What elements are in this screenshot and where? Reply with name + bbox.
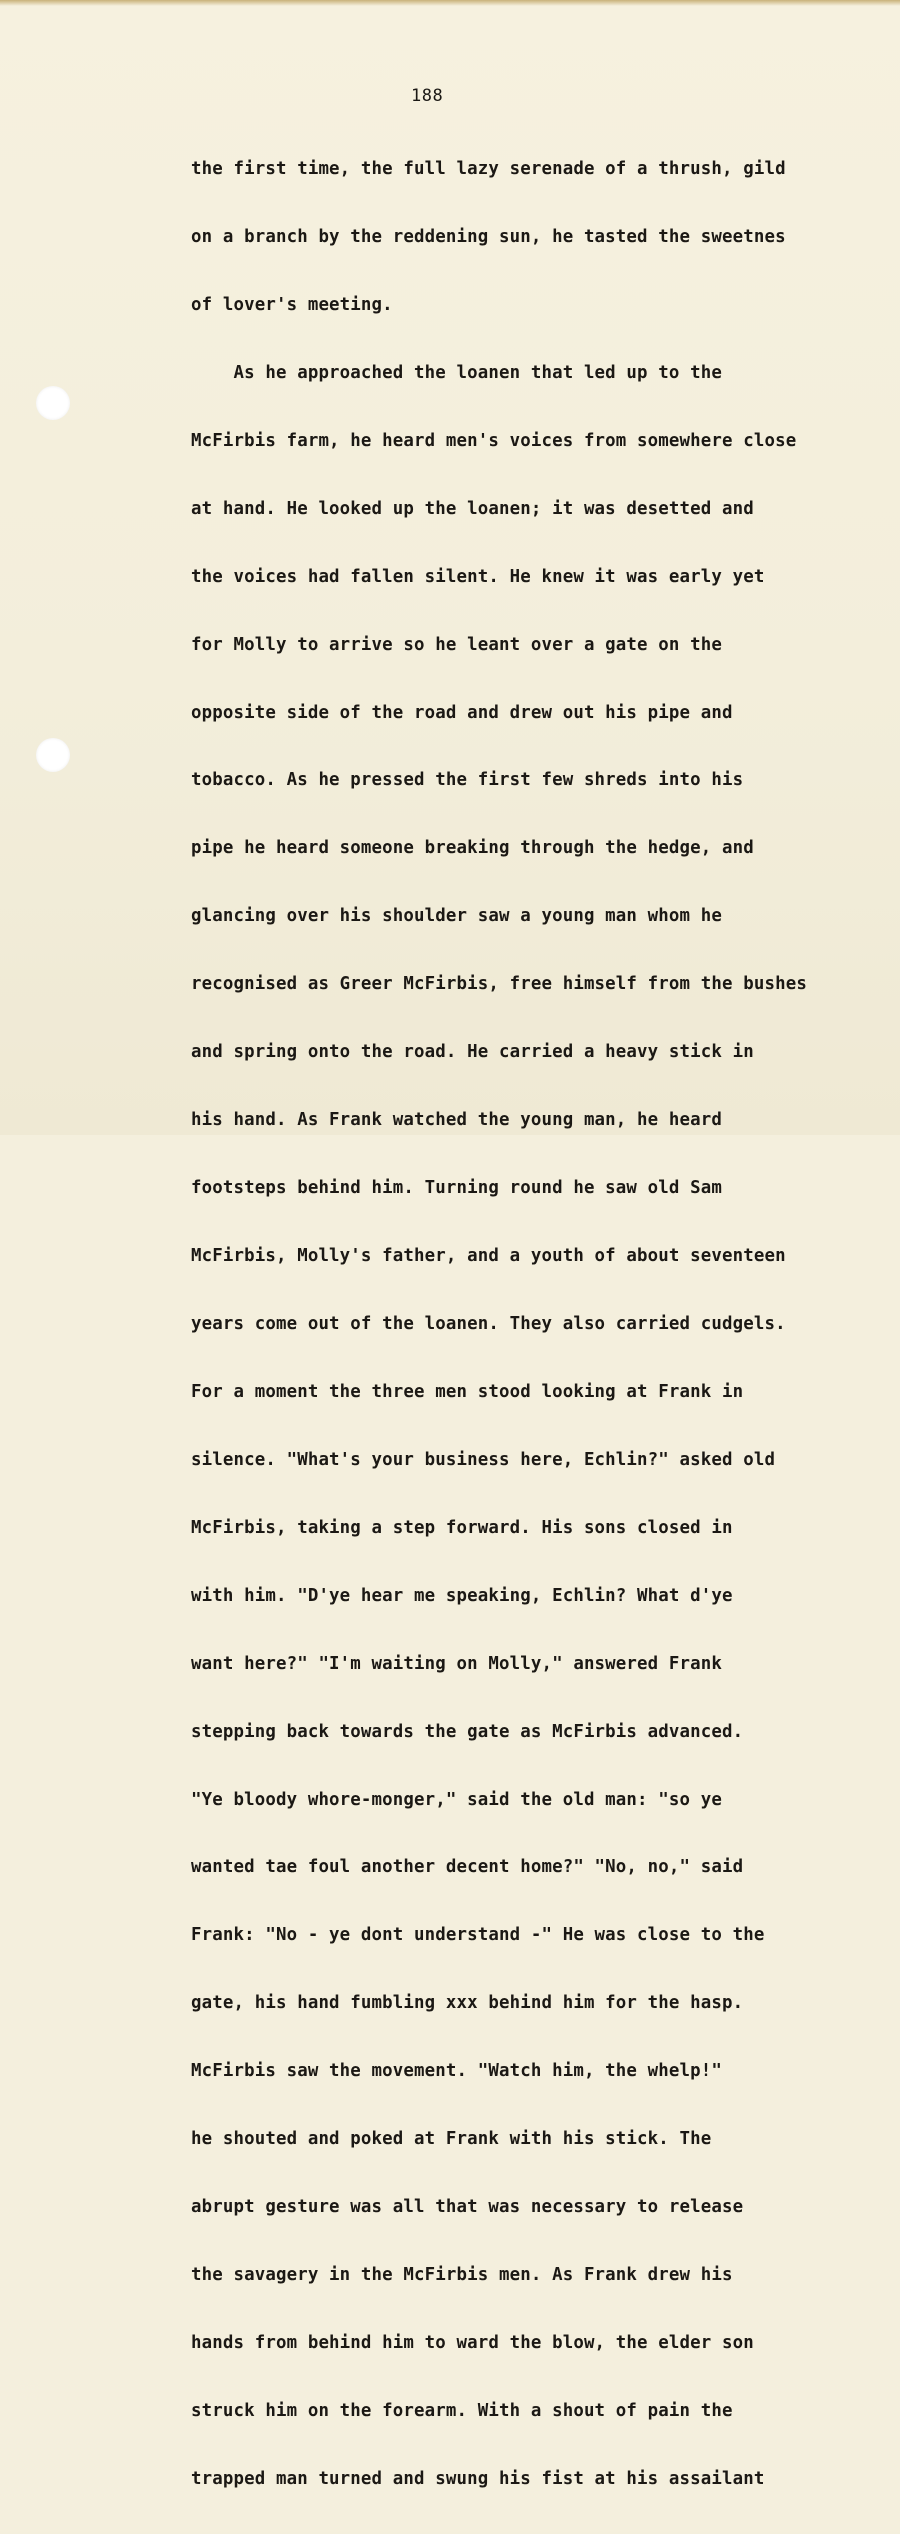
text-line: pipe he heard someone breaking through the hedge, and	[191, 838, 754, 859]
text-line: For a moment the three men stood looking at Frank in	[191, 1381, 744, 1402]
text-line: opposite side of the road and drew out his pipe and	[191, 702, 733, 723]
text-line: stepping back towards the gate as McFirbis advanced.	[191, 1721, 744, 1742]
text-line: footsteps behind him. Turning round he saw old Sam	[191, 1178, 723, 1199]
text-line: McFirbis saw the movement. "Watch him, the whelp!"	[191, 2061, 723, 2082]
text-line: abrupt gesture was all that was necessary to release	[191, 2197, 744, 2218]
text-line: As he approached the loanen that led up to the	[191, 362, 723, 383]
text-line: with him. "D'ye hear me speaking, Echlin? What d'ye	[191, 1585, 733, 1606]
text-line: gate, his hand fumbling xxx behind him for the hasp.	[191, 1993, 744, 2014]
text-line: struck him on the forearm. With a shout of pain the	[191, 2400, 733, 2421]
text-line: silence. "What's your business here, Echlin?" asked old	[191, 1449, 776, 1470]
text-line: wanted tae foul another decent home?" "No, no," said	[191, 1857, 744, 1878]
text-line: for Molly to arrive so he leant over a gate on the	[191, 634, 723, 655]
text-line: tobacco. As he pressed the first few shreds into his	[191, 770, 744, 791]
page-number: 188	[411, 86, 444, 106]
punch-hole-upper	[36, 386, 70, 420]
text-line: McFirbis farm, he heard men's voices from somewhere close	[191, 430, 797, 451]
text-line: glancing over his shoulder saw a young man whom he	[191, 906, 723, 927]
punch-hole-lower	[36, 738, 70, 772]
text-line: and spring onto the road. He carried a heavy stick in	[191, 1042, 754, 1063]
text-line: the voices had fallen silent. He knew it was early yet	[191, 566, 765, 587]
text-line: he shouted and poked at Frank with his stick. The	[191, 2129, 712, 2150]
text-line: want here?" "I'm waiting on Molly," answered Frank	[191, 1653, 723, 1674]
text-line: "Ye bloody whore-monger," said the old man: "so ye	[191, 1789, 723, 1810]
text-line: on a branch by the reddening sun, he tasted the sweetnes	[191, 226, 786, 247]
text-line: years come out of the loanen. They also carried cudgels.	[191, 1313, 786, 1334]
text-line: Frank: "No - ye dont understand -" He was close to the	[191, 1925, 765, 1946]
text-line: recognised as Greer McFirbis, free himself from the bushes	[191, 974, 807, 995]
paper-top-edge	[0, 0, 900, 6]
body-text	[191, 116, 900, 2534]
text-line: the first time, the full lazy serenade of a thrush, gild	[191, 159, 786, 179]
text-line: at hand. He looked up the loanen; it was desetted and	[191, 498, 754, 519]
text-line: McFirbis, Molly's father, and a youth of about seventeen	[191, 1246, 786, 1266]
text-line: McFirbis, taking a step forward. His sons closed in	[191, 1517, 733, 1538]
text-line: his hand. As Frank watched the young man, he heard	[191, 1110, 723, 1131]
text-line: the savagery in the McFirbis men. As Frank drew his	[191, 2265, 733, 2286]
text-line: of lover's meeting.	[191, 294, 393, 315]
text-line: hands from behind him to ward the blow, the elder son	[191, 2333, 754, 2353]
text-line: trapped man turned and swung his fist at his assailant	[191, 2468, 765, 2489]
